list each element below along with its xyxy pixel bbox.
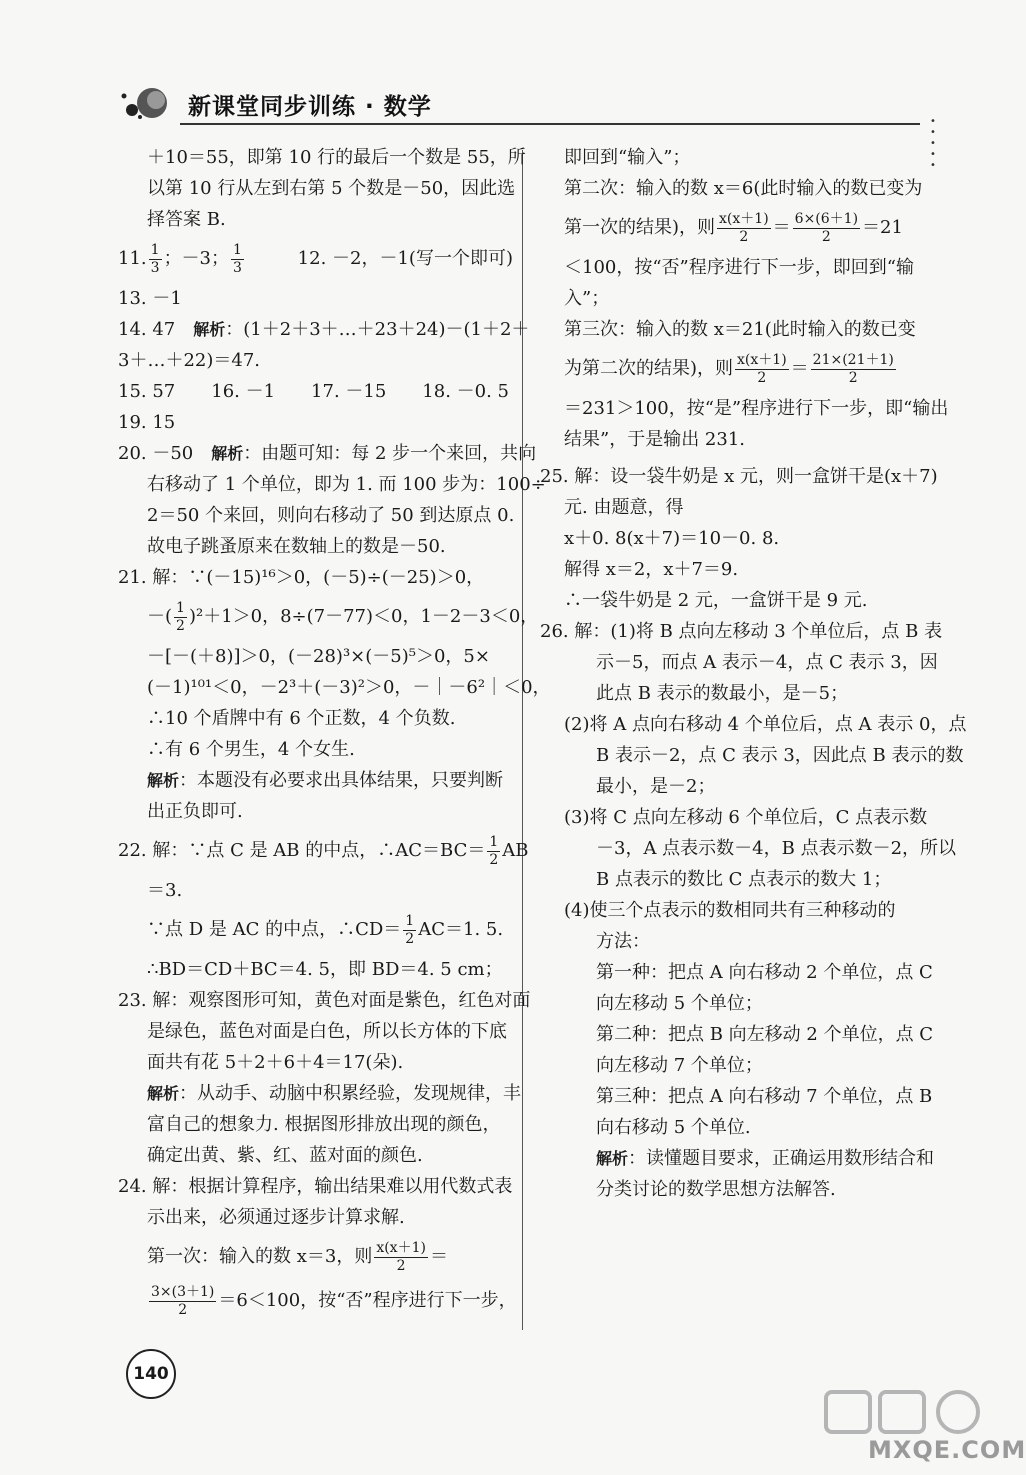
text-line: 第三次：输入的数 x＝21(此时输入的数已变 bbox=[564, 319, 916, 340]
fraction: $\frac{21\times(21+1)}{2}$ bbox=[812, 351, 894, 386]
answer-19: 19. 15 bbox=[118, 412, 176, 433]
answer-14: 14. 47 解析：(1＋2＋3＋…＋23＋24)－(1＋2＋ bbox=[118, 319, 530, 340]
fraction: $\frac{x(x+1)}{2}$ bbox=[376, 1239, 426, 1274]
text-line: 解析：从动手、动脑中积累经验，发现规律，丰 bbox=[147, 1083, 522, 1104]
fraction: $\frac{6\times(6+1)}{2}$ bbox=[794, 210, 859, 245]
text-line: 分类讨论的数学思想方法解答. bbox=[596, 1179, 836, 1200]
answer-number: 11. bbox=[118, 248, 147, 269]
text-line: －3，A 点表示数－4，B 点表示数－2，所以 bbox=[596, 838, 957, 859]
header-title: 新课堂同步训练 · 数学 bbox=[188, 94, 432, 120]
text-line: (2)将 A 点向右移动 4 个单位后，点 A 表示 0，点 bbox=[564, 714, 967, 735]
text-line: B 点表示的数比 C 点表示的数大 1； bbox=[596, 869, 892, 890]
text-line: ∵点 D 是 AC 的中点，∴CD＝ $\frac{1}{2}$ AC＝1. 5. bbox=[147, 912, 504, 947]
text-line: －( $\frac{1}{2}$ )²＋1＞0，8÷(7－77)＜0，1－2－3＜0， bbox=[147, 599, 539, 634]
fraction: $\frac{1}{3}$ bbox=[233, 241, 242, 276]
text-line: ∴10 个盾牌中有 6 个正数，4 个负数. bbox=[147, 708, 456, 729]
text-line: 第三种：把点 A 向右移动 7 个单位，点 B bbox=[596, 1086, 933, 1107]
text-line: 故电子跳蚤原来在数轴上的数是－50. bbox=[147, 536, 446, 557]
header-dots: • • • • • bbox=[930, 116, 938, 171]
answer-21: 21. 解：∵(－15)¹⁶＞0，(－5)÷(－25)＞0， bbox=[118, 567, 485, 588]
text-line: 富自己的想象力. 根据图形排放出现的颜色， bbox=[147, 1114, 501, 1135]
text-line: 最小，是－2； bbox=[596, 776, 716, 797]
text-line: $\frac{3\times(3+1)}{2}$ ＝6＜100，按“否”程序进行下一步， bbox=[151, 1283, 517, 1318]
answer-25: 25. 解：设一袋牛奶是 x 元，则一盒饼干是(x＋7) bbox=[540, 466, 938, 487]
text-line: 元. 由题意，得 bbox=[564, 497, 684, 518]
answer-11-12: 11. $\frac{1}{3}$ ；－3； $\frac{1}{3}$ 12. －2，－1(写一个即可) bbox=[118, 241, 513, 276]
text-line: 第二次：输入的数 x＝6(此时输入的数已变为 bbox=[564, 178, 923, 199]
text-line: 2＝50 个来回，则向右移动了 50 到达原点 0. bbox=[147, 505, 515, 526]
answer-23: 23. 解：观察图形可知，黄色对面是紫色，红色对面 bbox=[118, 990, 531, 1011]
fraction: $\frac{x(x+1)}{2}$ bbox=[719, 210, 769, 245]
answer-13: 13. －1 bbox=[118, 288, 182, 309]
fraction: $\frac{3\times(3+1)}{2}$ bbox=[151, 1283, 215, 1318]
text-line: 右移动了 1 个单位，即为 1. 而 100 步为：100÷ bbox=[147, 474, 546, 495]
text-line: B 表示－2，点 C 表示 3，因此点 B 表示的数 bbox=[596, 745, 964, 766]
text-line: (3)将 C 点向左移动 6 个单位后，C 点表示数 bbox=[564, 807, 928, 828]
logo-icon bbox=[118, 84, 172, 122]
text-line: 以第 10 行从左到右第 5 个数是－50，因此选 bbox=[147, 178, 516, 199]
text-line: x＋0. 8(x＋7)＝10－0. 8. bbox=[564, 528, 780, 549]
text-line: 面共有花 5＋2＋6＋4＝17(朵). bbox=[147, 1052, 404, 1073]
analysis-label: 解析 bbox=[147, 1084, 180, 1103]
text-line: 出正负即可. bbox=[147, 801, 243, 822]
text-line: ∴有 6 个男生，4 个女生. bbox=[147, 739, 355, 760]
text-line: 第一次：输入的数 x＝3，则 $\frac{x(x+1)}{2}$ ＝ bbox=[147, 1239, 448, 1274]
text-line: 解析：读懂题目要求，正确运用数形结合和 bbox=[596, 1148, 935, 1169]
analysis-label: 解析 bbox=[193, 320, 226, 339]
text-line: ＋10＝55，即第 10 行的最后一个数是 55，所 bbox=[147, 147, 526, 168]
text-line: 解析：本题没有必要求出具体结果，只要判断 bbox=[147, 770, 504, 791]
watermark bbox=[808, 1386, 1026, 1466]
text-line: ∴一袋牛奶是 2 元，一盒饼干是 9 元. bbox=[564, 590, 868, 611]
text-line: ＝231＞100，按“是”程序进行下一步，即“输出 bbox=[564, 398, 949, 419]
answer-15-18: 15. 57 16. －1 17. －15 18. －0. 5 bbox=[118, 381, 509, 402]
text-line: 向右移动 5 个单位. bbox=[596, 1117, 751, 1138]
text-line: 择答案 B. bbox=[147, 209, 226, 230]
header-rule bbox=[180, 123, 920, 125]
text-line: 入”； bbox=[564, 288, 610, 309]
answer-12: 12. －2，－1(写一个即可) bbox=[297, 248, 513, 269]
text-line: 示出来，必须通过逐步计算求解. bbox=[147, 1207, 405, 1228]
watermark-text: MXQE.COM bbox=[868, 1436, 1026, 1464]
text-line: 解得 x＝2，x＋7＝9. bbox=[564, 559, 739, 580]
text-line: 向左移动 5 个单位； bbox=[596, 993, 763, 1014]
answer-20: 20. －50 解析：由题可知：每 2 步一个来回，共向 bbox=[118, 443, 537, 464]
text-line: 即回到“输入”； bbox=[564, 147, 691, 168]
analysis-label: 解析 bbox=[596, 1149, 629, 1168]
left-column bbox=[118, 142, 551, 1325]
text-line: ＜100，按“否”程序进行下一步，即回到“输 bbox=[564, 257, 914, 278]
text-line: 示－5，而点 A 表示－4，点 C 表示 3，因 bbox=[596, 652, 938, 673]
watermark-logo-icon bbox=[808, 1386, 998, 1436]
text-line: 是绿色，蓝色对面是白色，所以长方体的下底 bbox=[147, 1021, 507, 1042]
page-number: 140 bbox=[126, 1349, 176, 1399]
fraction: $\frac{1}{3}$ bbox=[150, 241, 160, 276]
text-line: 第一种：把点 A 向右移动 2 个单位，点 C bbox=[596, 962, 933, 983]
text-line: 第二种：把点 B 向左移动 2 个单位，点 C bbox=[596, 1024, 934, 1045]
analysis-label: 解析 bbox=[211, 444, 244, 463]
fraction: $\frac{1}{2}$ bbox=[489, 833, 499, 868]
text-line: 3＋…＋22)＝47. bbox=[118, 350, 261, 371]
text-line: 确定出黄、紫、红、蓝对面的颜色. bbox=[147, 1145, 423, 1166]
answer-24: 24. 解：根据计算程序，输出结果难以用代数式表 bbox=[118, 1176, 513, 1197]
fraction: $\frac{x(x+1)}{2}$ bbox=[737, 351, 787, 386]
text-line: 方法： bbox=[596, 931, 650, 952]
text-line: 向左移动 7 个单位； bbox=[596, 1055, 763, 1076]
text-line: ∴BD＝CD＋BC＝4. 5，即 BD＝4. 5 cm； bbox=[147, 959, 503, 980]
text-line: －[－(＋8)]＞0，(－28)³×(－5)⁵＞0，5× bbox=[147, 646, 490, 667]
text-line: 为第二次的结果)，则 $\frac{x(x+1)}{2}$ ＝ $\frac{21\times(21+1)}{2}$ bbox=[564, 351, 894, 386]
text-line: (－1)¹⁰¹＜0，－2³＋(－3)²＞0，－｜－6²｜＜0， bbox=[147, 677, 551, 698]
fraction: $\frac{1}{2}$ bbox=[176, 599, 185, 634]
fraction: $\frac{1}{2}$ bbox=[405, 912, 415, 947]
right-column bbox=[540, 142, 967, 1205]
text-line: 此点 B 表示的数最小，是－5； bbox=[596, 683, 849, 704]
text-line: 结果”，于是输出 231. bbox=[564, 429, 746, 450]
answer-26: 26. 解：(1)将 B 点向左移动 3 个单位后，点 B 表 bbox=[540, 621, 943, 642]
analysis-label: 解析 bbox=[147, 771, 180, 790]
text-line: ＝3. bbox=[147, 880, 183, 901]
text-line: 第一次的结果)，则 $\frac{x(x+1)}{2}$ ＝ $\frac{6\times(6+1)}{2}$ ＝21 bbox=[564, 210, 903, 245]
answer-22: 22. 解：∵点 C 是 AB 的中点，∴AC＝BC＝ $\frac{1}{2}$ AB bbox=[118, 833, 529, 868]
text-line: (4)使三个点表示的数相同共有三种移动的 bbox=[564, 900, 896, 921]
